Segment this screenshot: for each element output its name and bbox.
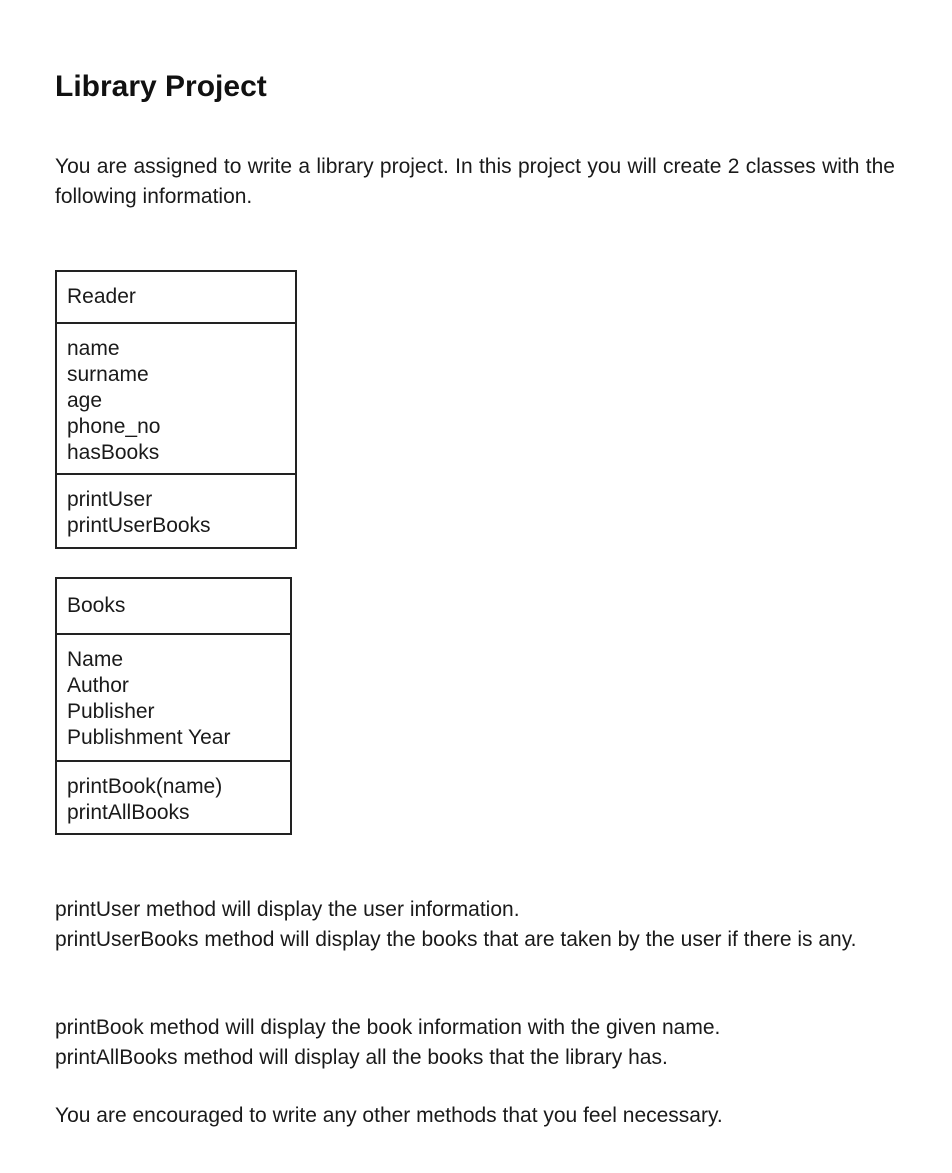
- books-class-name: Books: [67, 594, 126, 617]
- books-attribute: Author: [67, 674, 129, 697]
- print-book-description: printBook method will display the book information with the given name.: [55, 1016, 721, 1039]
- books-attribute: Publishment Year: [67, 726, 231, 749]
- books-method: printAllBooks: [67, 801, 190, 824]
- books-attributes-section: [57, 633, 290, 760]
- books-class-name-section: [57, 579, 290, 633]
- books-methods-section: [57, 760, 290, 826]
- print-all-books-description: printAllBooks method will display all the books that the library has.: [55, 1046, 668, 1069]
- reader-attribute: name: [67, 337, 120, 360]
- print-user-books-description: printUserBooks method will display the books that are taken by the user if there is any.: [55, 928, 857, 951]
- books-class-diagram: [55, 577, 292, 835]
- intro-paragraph: You are assigned to write a library project. In this project you will create 2 classes with the following information.: [55, 155, 895, 208]
- reader-attribute: hasBooks: [67, 441, 160, 464]
- page-title: Library Project: [55, 70, 267, 103]
- reader-attribute: surname: [67, 363, 149, 386]
- reader-attribute: phone_no: [67, 415, 161, 438]
- reader-method: printUser: [67, 488, 153, 511]
- reader-method: printUserBooks: [67, 514, 211, 537]
- reader-class-name: Reader: [67, 285, 136, 308]
- encouragement-paragraph: You are encouraged to write any other methods that you feel necessary.: [55, 1104, 723, 1127]
- books-method: printBook(name): [67, 775, 223, 798]
- books-methods-description: [55, 1013, 895, 1073]
- books-attribute: Publisher: [67, 700, 155, 723]
- reader-class-name-section: [57, 272, 295, 322]
- reader-methods-description: [55, 895, 895, 955]
- reader-methods-section: [57, 473, 295, 539]
- reader-attributes-section: [57, 322, 295, 473]
- reader-attribute: age: [67, 389, 103, 412]
- books-attribute: Name: [67, 648, 124, 671]
- print-user-description: printUser method will display the user information.: [55, 898, 520, 921]
- reader-class-diagram: [55, 270, 297, 549]
